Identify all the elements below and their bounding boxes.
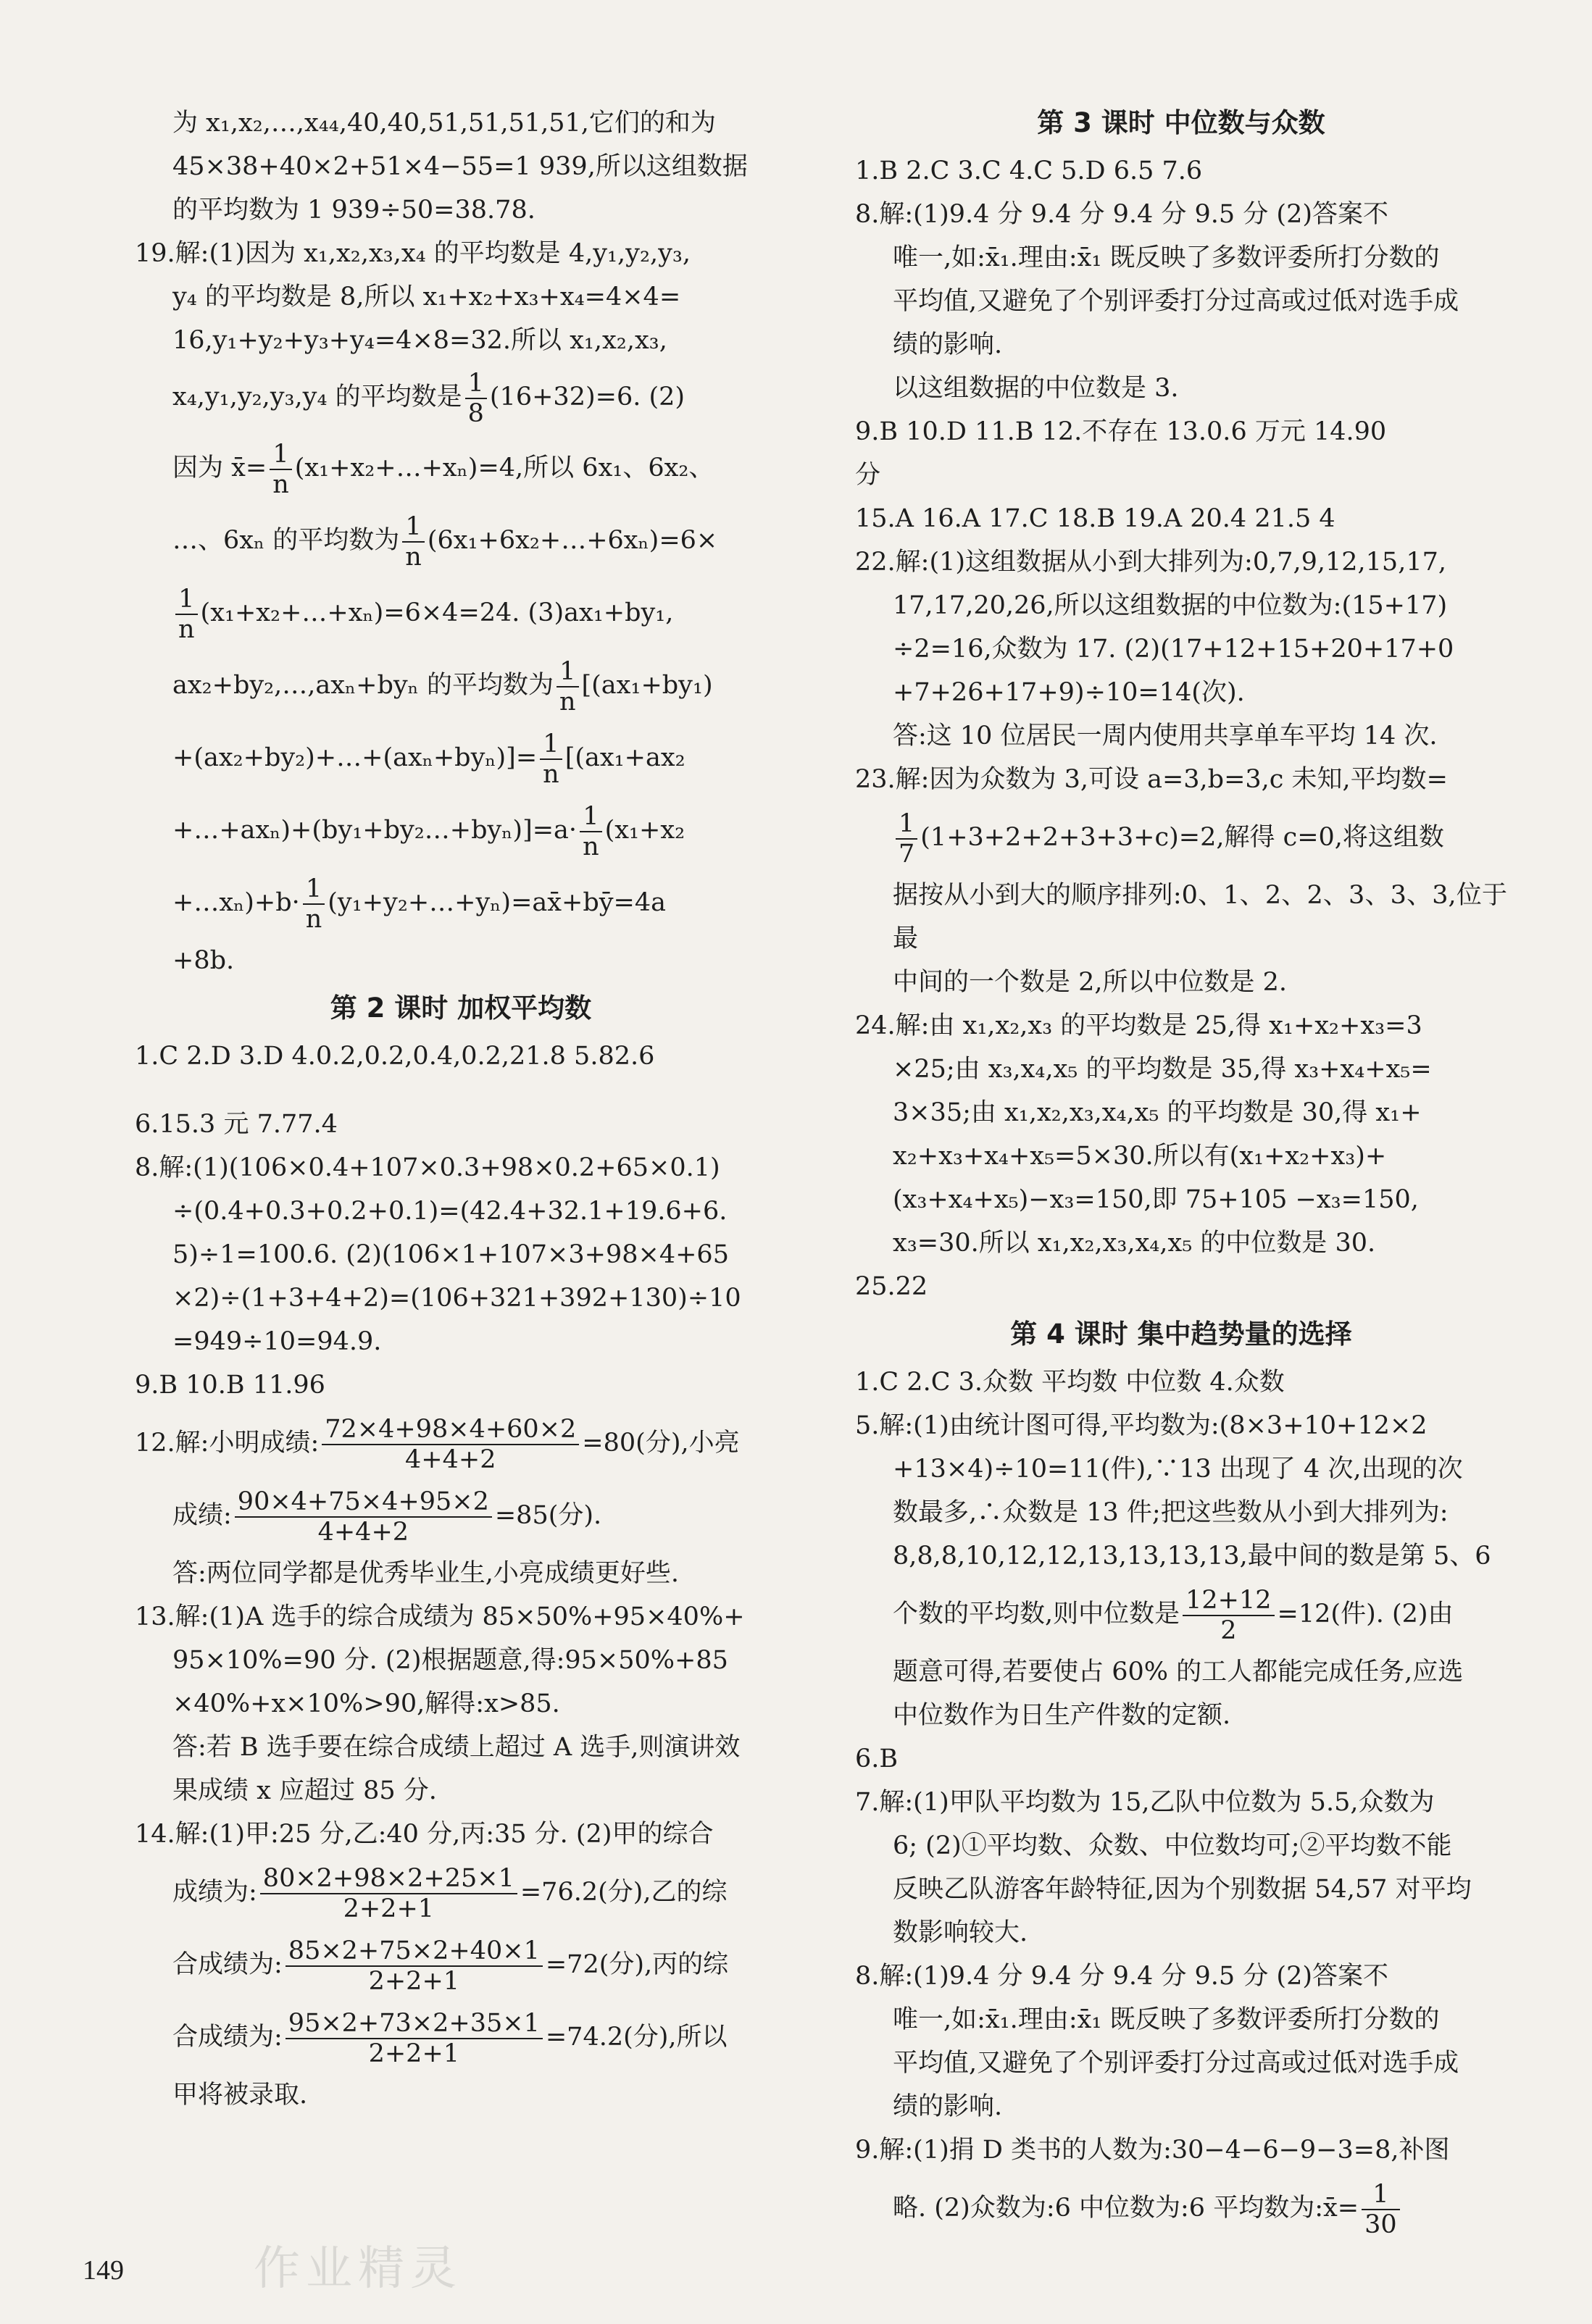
text-line: 中位数作为日生产件数的定额. — [893, 1701, 1231, 1730]
text-line: 绩的影响. — [893, 2092, 1003, 2121]
text-line: 据按从小到大的顺序排列:0、1、2、2、3、3、3,位于最 — [893, 881, 1507, 953]
text-segment: …、6xₙ 的平均数为 — [172, 526, 400, 555]
text-segment: 成绩: — [172, 1501, 232, 1530]
text-line: 3×35;由 x₁,x₂,x₃,x₄,x₅ 的平均数是 30,得 x₁+ — [893, 1098, 1422, 1127]
fraction-numerator: 95×2+73×2+35×1 — [286, 2009, 543, 2039]
fraction-numerator: 1 — [896, 809, 917, 840]
text-segment: x₄,y₁,y₂,y₃,y₄ 的平均数是 — [172, 383, 462, 411]
text-line: 甲将被录取. — [172, 2081, 308, 2110]
fraction-denominator: n — [272, 469, 289, 499]
right-column — [855, 101, 1507, 2244]
fraction-numerator: 1 — [270, 440, 292, 470]
text-line: 唯一,如:x̄₁.理由:x̄₁ 既反映了多数评委所打分数的 — [893, 2005, 1440, 2034]
fraction — [270, 440, 292, 499]
fraction-numerator: 1 — [303, 874, 325, 905]
text-segment: [(ax₁+ax₂ — [564, 743, 685, 772]
answer-line: 1.B 2.C 3.C 4.C 5.D 6.5 7.6 — [855, 156, 1203, 185]
fraction — [175, 585, 198, 644]
text-line: ×40%+x×10%>90,解得:x>85. — [172, 1689, 560, 1718]
fraction — [540, 730, 562, 789]
text-line — [135, 794, 787, 866]
text-line: +13×4)÷10=11(件),∵13 出现了 4 次,出现的次 — [893, 1455, 1463, 1484]
fraction — [286, 1936, 543, 1996]
fraction — [1362, 2180, 1400, 2239]
text-segment: (1+3+2+2+3+3+c)=2,解得 c=0,将这组数 — [920, 823, 1444, 852]
text-line: +8b. — [172, 946, 235, 975]
fraction — [465, 369, 487, 428]
text-line: 16,y₁+y₂+y₃+y₄=4×8=32.所以 x₁,x₂,x₃, — [172, 326, 667, 355]
text-line: ×25;由 x₃,x₄,x₅ 的平均数是 35,得 x₃+x₄+x₅= — [893, 1055, 1432, 1084]
text-segment: (6x₁+6x₂+…+6xₙ)=6× — [427, 526, 718, 555]
text-line: 95×10%=90 分. (2)根据题意,得:95×50%+85 — [172, 1646, 728, 1675]
text-segment: =76.2(分),乙的综 — [520, 1878, 728, 1907]
answer-line: 1.C 2.D 3.D 4.0.2,0.2,0.4,0.2,21.8 5.82.6 — [135, 1042, 655, 1071]
fraction-numerator: 80×2+98×2+25×1 — [260, 1864, 517, 1894]
text-segment: 合成绩为: — [172, 1950, 283, 1979]
text-line: ÷2=16,众数为 17. (2)(17+12+15+20+17+0 — [893, 635, 1454, 664]
answer-line: 25.22 — [855, 1272, 928, 1301]
question-13: 13.解:(1)A 选手的综合成绩为 85×50%+95×40%+ — [135, 1602, 745, 1631]
text-segment: ax₂+by₂,…,axₙ+byₙ 的平均数为 — [172, 671, 554, 700]
spacer — [135, 1078, 787, 1103]
question-23: 23.解:因为众数为 3,可设 a=3,b=3,c 未知,平均数= — [855, 765, 1448, 794]
fraction-denominator: 7 — [899, 839, 915, 869]
question-8: 8.解:(1)9.4 分 9.4 分 9.4 分 9.5 分 (2)答案不 — [855, 200, 1388, 229]
text-line: 数影响较大. — [893, 1918, 1028, 1947]
text-line: x₃=30.所以 x₁,x₂,x₃,x₄,x₅ 的中位数是 30. — [893, 1229, 1376, 1258]
text-line: 45×38+40×2+51×4−55=1 939,所以这组数据 — [172, 152, 748, 181]
text-line: 5)÷1=100.6. (2)(106×1+107×3+98×4+65 — [172, 1240, 729, 1269]
fraction-denominator: n — [583, 832, 599, 861]
text-segment: =85(分). — [494, 1501, 602, 1530]
text-line — [135, 1856, 787, 1928]
text-segment: (x₁+x₂+…+xₙ)=6×4=24. (3)ax₁+by₁, — [200, 598, 674, 627]
question-14: 14.解:(1)甲:25 分,乙:40 分,丙:35 分. (2)甲的综合 — [135, 1820, 714, 1849]
text-segment: 合成绩为: — [172, 2023, 283, 2052]
fraction-numerator: 1 — [540, 730, 562, 760]
fraction — [896, 809, 917, 869]
text-line — [135, 1928, 787, 2001]
text-segment: +(ax₂+by₂)+…+(axₙ+byₙ)]= — [172, 743, 538, 772]
question-7: 7.解:(1)甲队平均数为 15,乙队中位数为 5.5,众数为 — [855, 1788, 1435, 1817]
text-line: ÷(0.4+0.3+0.2+0.1)=(42.4+32.1+19.6+6. — [172, 1197, 728, 1226]
answer-line: 9.B 10.D 11.B 12.不存在 13.0.6 万元 14.90 — [855, 417, 1387, 446]
text-line: y₄ 的平均数是 8,所以 x₁+x₂+x₃+x₄=4×4= — [172, 283, 681, 312]
text-line — [135, 1479, 787, 1552]
text-segment: (x₁+x₂+…+xₙ)=4,所以 6x₁、6x₂、 — [294, 453, 714, 482]
fraction-numerator: 12+12 — [1183, 1586, 1274, 1616]
text-line — [135, 432, 787, 504]
text-segment: 略. (2)众数为:6 中位数为:6 平均数为:x̄= — [893, 2194, 1359, 2223]
answer-line: 6.B — [855, 1744, 899, 1773]
fraction-denominator: n — [305, 904, 322, 934]
text-line: 8,8,8,10,12,12,13,13,13,13,最中间的数是第 5、6 — [893, 1542, 1491, 1571]
fraction-denominator: n — [543, 759, 559, 789]
fraction — [402, 512, 425, 572]
text-line: 题意可得,若要使占 60% 的工人都能完成任务,应选 — [893, 1658, 1464, 1686]
text-line: (x₃+x₄+x₅)−x₃=150,即 75+105 −x₃=150, — [893, 1185, 1419, 1214]
answer-line: 1.C 2.C 3.众数 平均数 中位数 4.众数 — [855, 1368, 1285, 1397]
text-line: 唯一,如:x̄₁.理由:x̄₁ 既反映了多数评委所打分数的 — [893, 243, 1440, 272]
text-line: 绩的影响. — [893, 330, 1003, 359]
text-segment: +…xₙ)+b· — [172, 888, 300, 917]
section-heading: 第 3 课时 中位数与众数 — [1037, 107, 1325, 138]
text-line — [855, 801, 1507, 874]
section-heading: 第 2 课时 加权平均数 — [330, 992, 592, 1024]
text-line: 平均值,又避免了个别评委打分过高或过低对选手成 — [893, 2049, 1459, 2078]
watermark: 作业精灵 — [254, 2242, 462, 2296]
answer-line: 15.A 16.A 17.C 18.B 19.A 20.4 21.5 4 — [855, 504, 1335, 533]
text-line: 为 x₁,x₂,…,x₄₄,40,40,51,51,51,51,它们的和为 — [172, 109, 716, 138]
question-19: 19.解:(1)因为 x₁,x₂,x₃,x₄ 的平均数是 4,y₁,y₂,y₃, — [135, 239, 691, 268]
text-line: 平均值,又避免了个别评委打分过高或过低对选手成 — [893, 287, 1459, 316]
fraction-denominator: 4+4+2 — [405, 1445, 496, 1474]
answer-line: 9.B 10.B 11.96 — [135, 1371, 325, 1400]
left-column — [135, 101, 787, 2117]
text-segment: 个数的平均数,则中位数是 — [893, 1600, 1180, 1629]
fraction-numerator: 72×4+98×4+60×2 — [322, 1415, 579, 1445]
fraction-numerator: 85×2+75×2+40×1 — [286, 1936, 543, 1967]
text-line — [135, 362, 787, 432]
question-9: 9.解:(1)捐 D 类书的人数为:30−4−6−9−3=8,补图 — [855, 2136, 1450, 2165]
page-number: 149 — [83, 2255, 124, 2286]
fraction — [557, 657, 579, 716]
text-segment: =12(件). (2)由 — [1277, 1600, 1454, 1629]
fraction-numerator: 1 — [1362, 2180, 1400, 2210]
text-line: +7+26+17+9)÷10=14(次). — [893, 678, 1245, 707]
fraction-numerator: 1 — [175, 585, 198, 615]
fraction — [303, 874, 325, 934]
fraction-denominator: 2 — [1220, 1615, 1237, 1645]
text-segment: =80(分),小亮 — [582, 1429, 740, 1458]
fraction — [235, 1487, 492, 1547]
text-line: 中间的一个数是 2,所以中位数是 2. — [893, 968, 1288, 997]
fraction-denominator: 8 — [467, 398, 484, 428]
text-line — [135, 866, 787, 939]
fraction-numerator: 1 — [465, 369, 487, 399]
answer-line: 分 — [855, 461, 881, 490]
fraction-numerator: 90×4+75×4+95×2 — [235, 1487, 492, 1518]
text-line — [135, 722, 787, 794]
text-segment: (y₁+y₂+…+yₙ)=ax̄+bȳ=4a — [328, 888, 666, 917]
text-line: 17,17,20,26,所以这组数据的中位数为:(15+17) — [893, 591, 1448, 620]
question-24: 24.解:由 x₁,x₂,x₃ 的平均数是 25,得 x₁+x₂+x₃=3 — [855, 1011, 1422, 1040]
text-segment: (16+32)=6. (2) — [489, 383, 685, 411]
text-line — [135, 2001, 787, 2073]
text-segment: 因为 x̄= — [172, 453, 267, 482]
question-22: 22.解:(1)这组数据从小到大排列为:0,7,9,12,15,17, — [855, 548, 1446, 577]
fraction-denominator: 30 — [1364, 2210, 1397, 2239]
text-segment: +…+axₙ)+(by₁+by₂…+byₙ)]=a· — [172, 816, 578, 845]
text-segment: 12.解:小明成绩: — [135, 1429, 320, 1458]
fraction — [1183, 1586, 1274, 1645]
text-segment: (x₁+x₂ — [604, 816, 685, 845]
fraction-numerator: 1 — [580, 802, 602, 832]
question-8b: 8.解:(1)9.4 分 9.4 分 9.4 分 9.5 分 (2)答案不 — [855, 1962, 1388, 1991]
text-line: =949÷10=94.9. — [172, 1327, 382, 1356]
fraction — [260, 1864, 517, 1923]
text-line: 6; (2)①平均数、众数、中位数均可;②平均数不能 — [893, 1831, 1452, 1860]
fraction — [322, 1415, 579, 1474]
fraction-numerator: 1 — [557, 657, 579, 687]
text-line — [135, 504, 787, 577]
text-line — [135, 649, 787, 722]
text-line: ×2)÷(1+3+4+2)=(106+321+392+130)÷10 — [172, 1284, 741, 1313]
question-8: 8.解:(1)(106×0.4+107×0.3+98×0.2+65×0.1) — [135, 1153, 720, 1182]
text-line: 答:两位同学都是优秀毕业生,小亮成绩更好些. — [172, 1559, 680, 1588]
fraction — [286, 2009, 543, 2068]
text-line: 果成绩 x 应超过 85 分. — [172, 1776, 437, 1805]
fraction-denominator: 2+2+1 — [368, 1966, 460, 1996]
text-line: 反映乙队游客年龄特征,因为个别数据 54,57 对平均 — [893, 1875, 1472, 1904]
text-line — [855, 2172, 1507, 2244]
question-12 — [135, 1407, 787, 1479]
text-segment: =74.2(分),所以 — [545, 2023, 728, 2052]
text-line — [855, 1578, 1507, 1650]
fraction-denominator: 4+4+2 — [317, 1517, 409, 1547]
fraction-denominator: 2+2+1 — [368, 2039, 460, 2068]
text-segment: =72(分),丙的综 — [545, 1950, 729, 1979]
fraction-denominator: n — [405, 542, 422, 572]
question-5: 5.解:(1)由统计图可得,平均数为:(8×3+10+12×2 — [855, 1411, 1428, 1440]
text-segment: 成绩为: — [172, 1878, 257, 1907]
text-line: x₂+x₃+x₄+x₅=5×30.所以有(x₁+x₂+x₃)+ — [893, 1142, 1387, 1171]
text-line: 的平均数为 1 939÷50=38.78. — [172, 196, 535, 225]
fraction-denominator: n — [178, 614, 195, 644]
text-line: 答:这 10 位居民一周内使用共享单车平均 14 次. — [893, 722, 1438, 751]
fraction-denominator: 2+2+1 — [343, 1894, 435, 1923]
answer-line: 6.15.3 元 7.77.4 — [135, 1110, 338, 1139]
text-line: 答:若 B 选手要在综合成绩上超过 A 选手,则演讲效 — [172, 1733, 741, 1762]
fraction — [580, 802, 602, 861]
text-line — [135, 577, 787, 649]
text-line: 数最多,∴众数是 13 件;把这些数从小到大排列为: — [893, 1498, 1449, 1527]
section-heading: 第 4 课时 集中趋势量的选择 — [1010, 1318, 1352, 1350]
text-line: 以这组数据的中位数是 3. — [893, 374, 1179, 403]
text-segment: [(ax₁+by₁) — [581, 671, 713, 700]
fraction-denominator: n — [559, 687, 576, 716]
fraction-numerator: 1 — [402, 512, 425, 543]
